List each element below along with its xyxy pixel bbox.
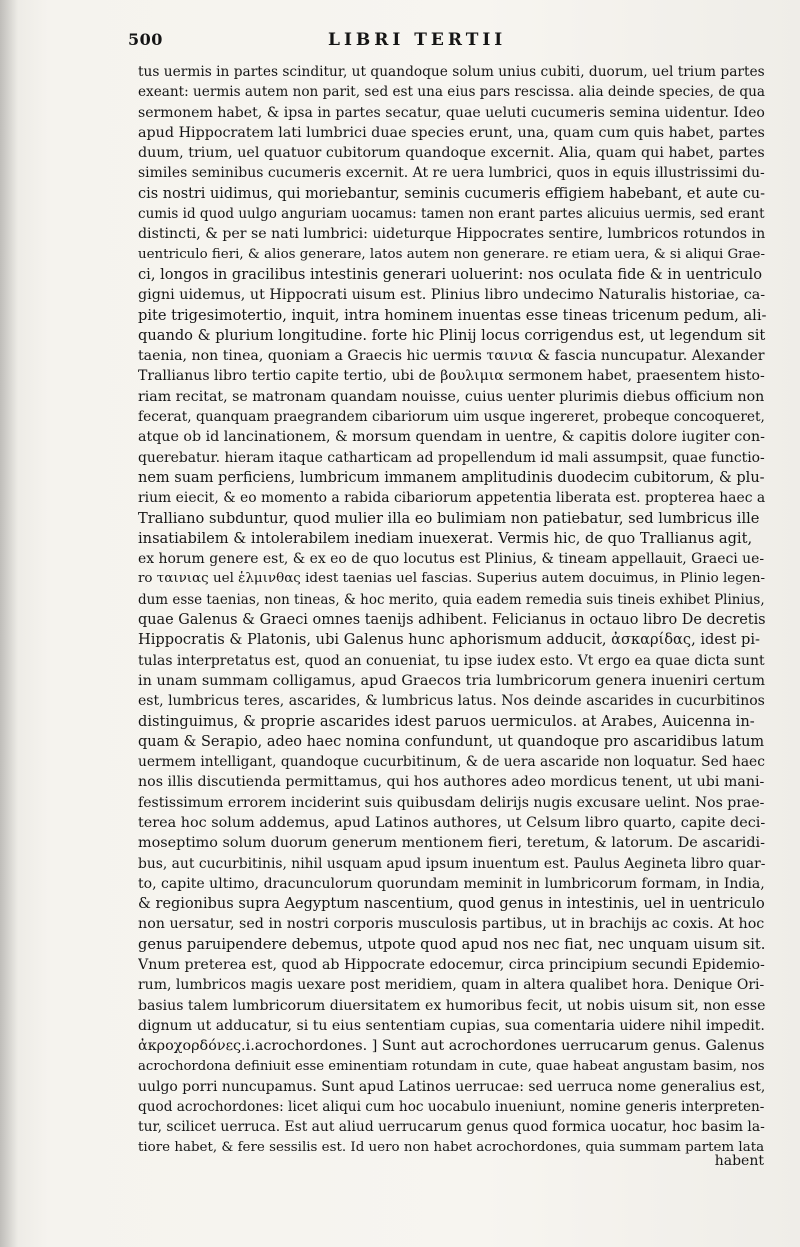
text-line: tulas interpretatus est, quod an conueniat, tu ipse iudex esto. Vt ergo ea quae dicta sunt <box>138 652 765 669</box>
text-line: exeant: uermis autem non parit, sed est una eius pars rescissa. alia deinde species, de qua <box>138 84 766 101</box>
text-line: uermem intelligant, quandoque cucurbitinum, & de uera ascaride non loquatur. Sed haec <box>138 754 765 771</box>
text-line: basius talem lumbricorum diuersitatem ex humoribus fecit, ut nobis uisum sit, non esse <box>138 997 766 1014</box>
text-line: non uersatur, sed in nostri corporis musculosis partibus, ut in brachijs ac coxis. At hoc <box>138 916 765 933</box>
text-line: terea hoc solum addemus, apud Latinos authores, ut Celsum libro quarto, capite deci- <box>138 814 766 831</box>
text-line: acrochordona definiuit esse eminentiam rotundam in cute, quae habeat angustam basim, nos <box>138 1058 765 1074</box>
text-line: genus paruipendere debemus, utpote quod apud nos nec fiat, nec unquam uisum sit. <box>138 935 766 953</box>
text-line: Trallianus libro tertio capite tertio, ubi de βουλιμια sermonem habet, praesentem histo- <box>138 368 765 385</box>
text-line: in unam summam colligamus, apud Graecos tria lumbricorum genera inueniri certum <box>138 672 765 689</box>
text-line: & regionibus supra Aegyptum nascentium, quod genus in intestinis, uel in uentriculo <box>138 896 765 913</box>
text-line: insatiabilem & intolerabilem inediam inuexerat. Vermis hic, de quo Trallianus agit, <box>138 529 753 547</box>
text-line: dignum ut adducatur, si tu eius sententiam cupias, sua comentaria uidere nihil impedit. <box>138 1017 765 1034</box>
spine-shadow <box>0 0 18 1247</box>
text-line: Hippocratis & Platonis, ubi Galenus hunc aphorismum adducit, ἀσκαρίδας, idest pi- <box>138 631 760 649</box>
text-line: cis nostri uidimus, qui moriebantur, seminis cucumeris effigiem habebant, et aute cu- <box>138 185 765 202</box>
text-line: quod acrochordones: licet aliqui cum hoc uocabulo inueniunt, nomine generis interpreten- <box>138 1099 765 1116</box>
text-line: uentriculo fieri, & alios generare, latos autem non generare. re etiam uera, & si aliqui Grae- <box>138 246 765 262</box>
text-line: apud Hippocratem lati lumbrici duae species erunt, una, quam cum quis habet, partes <box>138 124 765 141</box>
text-line: festissimum errorem inciderint suis quibusdam delirijs nugis excusare uelint. Nos prae- <box>138 794 765 811</box>
text-line: quae Galenus & Graeci omnes taenijs adhibent. Felicianus in octauo libro De decretis <box>138 612 766 629</box>
text-line: duum, trium, uel quatuor cubitorum quandoque excernit. Alia, quam qui habet, partes <box>138 145 765 162</box>
text-line: atque ob id lancinationem, & morsum quendam in uentre, & capitis dolore iugiter con- <box>138 429 765 446</box>
text-line: ἀκροχορδόνες.i.acrochordones. ] Sunt aut acrochordones uerrucarum genus. Galenus <box>138 1038 765 1055</box>
text-line: tus uermis in partes scinditur, ut quandoque solum unius cubiti, duorum, uel trium partes <box>138 64 765 80</box>
text-line: pite trigesimotertio, inquit, intra hominem inuentas esse tineas tricenum pedum, ali- <box>138 306 767 324</box>
text-line: to, capite ultimo, dracunculorum quorundam meminit in lumbricorum formam, in India, <box>138 875 765 892</box>
catchword: habent <box>714 1153 764 1169</box>
text-line: ro ταινιας uel ἑλμινθας idest taenias uel fascias. Superius autem docuimus, in Plinio legen- <box>138 571 766 587</box>
text-line: querebatur. hieram itaque catharticam ad propellendum id mali assumpsit, quae functio- <box>138 449 765 466</box>
text-line: tur, scilicet uerruca. Est aut aliud uerrucarum genus quod formica uocatur, hoc basim la- <box>138 1119 765 1136</box>
text-line: fecerat, quanquam praegrandem cibariorum uim usque ingereret, probeque concoqueret, <box>138 409 765 426</box>
text-line: cumis id quod uulgo anguriam uocamus: tamen non erant partes alicuius uermis, sed erant <box>138 206 765 223</box>
text-line: distinguimus, & proprie ascarides idest paruos uermiculos. at Arabes, Auicenna in- <box>138 712 755 730</box>
text-line: sermonem habet, & ipsa in partes secatur, quae ueluti cucumeris semina uidentur. Ideo <box>138 104 765 121</box>
text-line: rium eiecit, & eo momento a rabida cibariorum appetentia liberata est. propterea haec a <box>138 490 766 507</box>
text-line: riam recitat, se matronam quandam nouisse, cuius uenter plurimis diebus officium non <box>138 388 765 405</box>
text-line: ci, longos in gracilibus intestinis generari uoluerint: nos oculata fide & in uentriculo <box>138 265 763 283</box>
text-line: quam & Serapio, adeo haec nomina confundunt, ut quandoque pro ascaridibus latum <box>138 733 765 750</box>
text-line: uulgo porri nuncupamus. Sunt apud Latinos uerrucae: sed uerruca nome generalius est, <box>138 1078 766 1095</box>
text-line: ex horum genere est, & ex eo de quo locutus est Plinius, & tineam appellauit, Graeci ue- <box>138 551 765 568</box>
page-header <box>128 30 768 56</box>
body-text <box>138 62 768 1158</box>
text-line: quando & plurium longitudine. forte hic Plinij locus corrigendus est, ut legendum sit <box>138 326 766 344</box>
text-line: dum esse taenias, non tineas, & hoc merito, quia eadem remedia suis tineis exhibet Plinius, <box>138 591 765 608</box>
text-line: Tralliano subduntur, quod mulier illa eo bulimiam non patiebatur, sed lumbricus ille <box>138 509 760 527</box>
text-line: gigni uidemus, ut Hippocrati uisum est. Plinius libro undecimo Naturalis historiae, ca- <box>138 287 766 304</box>
text-line: nem suam perficiens, lumbricum immanem amplitudinis duodecim cubitorum, & plu- <box>138 469 765 486</box>
text-line: est, lumbricus teres, ascarides, & lumbricus latus. Nos deinde ascarides in cucurbitinos <box>138 693 765 710</box>
text-line: nos illis discutienda permittamus, qui hos authores adeo mordicus tenent, ut ubi mani- <box>138 774 765 791</box>
text-line: moseptimo solum duorum generum mentionem fieri, teretum, & latorum. De ascaridi- <box>138 835 765 852</box>
text-line: similes seminibus cucumeris excernit. At re uera lumbrici, quos in equis illustrissimi du- <box>138 165 765 182</box>
page-number: 500 <box>128 30 163 49</box>
running-head: LIBRI TERTII <box>328 30 507 50</box>
text-line: tiore habet, & fere sessilis est. Id uero non habet acrochordones, quia summam partem lata <box>138 1139 765 1155</box>
text-line: rum, lumbricos magis uexare post meridiem, quam in altera qualibet hora. Denique Ori- <box>138 977 765 994</box>
text-line: Vnum preterea est, quod ab Hippocrate edocemur, circa principium secundi Epidemio- <box>138 957 765 974</box>
text-line: bus, aut cucurbitinis, nihil usquam apud ipsum inuentum est. Paulus Aegineta libro quar- <box>138 855 766 872</box>
text-line: taenia, non tinea, quoniam a Graecis hic uermis ταινια & fascia nuncupatur. Alexander <box>138 348 765 365</box>
text-line: distincti, & per se nati lumbrici: uideturque Hippocrates sentire, lumbricos rotundos in <box>138 226 766 243</box>
